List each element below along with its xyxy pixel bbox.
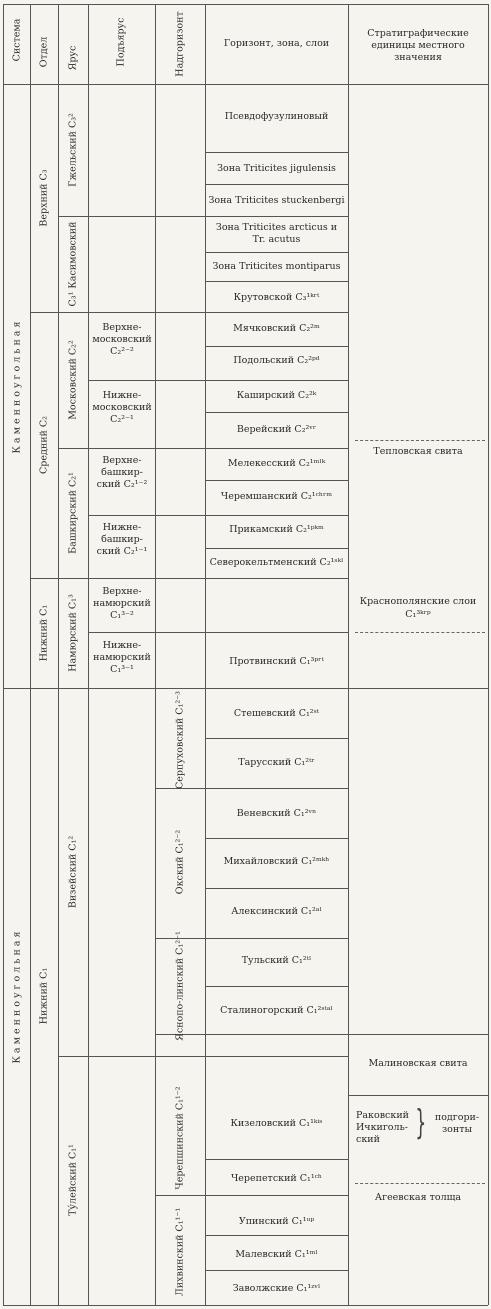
rule	[3, 84, 488, 85]
rule	[355, 440, 485, 441]
superhorizon-label: Окский C₁²⁻²	[174, 829, 186, 895]
horizon-label: Мелекесский C₂¹ᵐˡᵏ	[227, 458, 326, 469]
rule	[205, 346, 348, 347]
stage-label: Московский C₂²	[67, 340, 79, 420]
rule	[3, 1305, 488, 1306]
rule	[58, 1056, 348, 1057]
horizon-label: Мячковский C₂²ᵐ	[233, 323, 320, 334]
substage-label: Верхне-московский C₂²⁻²	[92, 322, 152, 357]
horizon-label: Михайловский C₁²ᵐᵏʰ	[223, 856, 330, 867]
stage-label: Ту́лейский C₁¹	[67, 1144, 79, 1216]
local-unit: Малиновская свита	[368, 1058, 468, 1069]
rule	[30, 312, 348, 313]
local-unit: C₁³ᵏʳᵖ	[405, 609, 431, 620]
horizon-label: Кизеловский C₁¹ᵏⁱˢ	[230, 1118, 323, 1129]
header-department: Отдел	[38, 36, 50, 68]
rule	[355, 632, 485, 633]
horizon-label: Упинский C₁¹ᵘᵖ	[238, 1216, 315, 1227]
rule	[30, 4, 31, 1305]
superhorizon-label: Лихвинский C₁¹⁻¹	[174, 1207, 186, 1297]
rule	[205, 548, 348, 549]
horizon-label: Черепетский C₁¹ᶜʰ	[230, 1173, 323, 1184]
substage-label: Верхне-намюрский C₁³⁻²	[93, 586, 151, 621]
local-unit: зонты	[441, 1124, 473, 1135]
department-label: Нижний C₁	[38, 967, 50, 1025]
horizon-label: Заволжские C₁¹ᶻᵛˡ	[232, 1283, 321, 1294]
rule	[88, 380, 348, 381]
horizon-label: Алексинский C₁²ᵃˡ	[231, 906, 322, 917]
rule	[205, 152, 348, 153]
rule	[3, 4, 488, 5]
rule	[205, 986, 348, 987]
rule	[58, 216, 348, 217]
horizon-label: Стешевский C₁²ˢᵗ	[233, 708, 320, 719]
rule	[348, 4, 349, 1305]
rule	[205, 184, 348, 185]
rule	[88, 4, 89, 1305]
system-label: Каменноугольная	[11, 928, 23, 1064]
rule	[488, 4, 489, 1305]
rule	[205, 738, 348, 739]
header-local: Стратиграфические единицы местного значения	[367, 28, 469, 63]
horizon-label: Зона Triticites arcticus и	[215, 222, 338, 233]
local-unit: Ичкиголь-	[356, 1122, 408, 1133]
stage-label: Башкирский C₂¹	[67, 472, 79, 554]
rule	[58, 4, 59, 1305]
substage-label: Верхне-башкир-ский C₂¹⁻²	[96, 455, 148, 490]
rule	[205, 281, 348, 282]
horizon-label: Протвинский C₁³ᵖʳᵗ	[229, 656, 324, 667]
rule	[3, 688, 488, 689]
horizon-label: Тарусский C₁²ᵗʳ	[238, 757, 315, 768]
stage-label: Гжельский C₃²	[67, 113, 79, 187]
department-label: Средний C₂	[38, 416, 50, 474]
horizon-label: Веневский C₁²ᵛⁿ	[236, 808, 317, 819]
superhorizon-label: Серпуховский C₁²⁻³	[174, 691, 186, 789]
local-unit: подгори-	[434, 1112, 480, 1123]
rule	[88, 632, 348, 633]
rule	[205, 1159, 348, 1160]
substage-label: Нижне-московский C₂²⁻¹	[92, 390, 152, 425]
department-label: Верхний C₃	[38, 169, 50, 227]
horizon-label: Сталиногорский C₁²ˢᵗᵃˡ	[220, 1005, 333, 1016]
local-unit: Краснополянские слои	[359, 596, 477, 607]
rule	[355, 1183, 485, 1184]
rule	[348, 1095, 488, 1096]
header-stage: Ярус	[67, 45, 79, 71]
horizon-label: Верейский C₂²ᵛʳ	[236, 424, 317, 435]
rule	[3, 4, 4, 1305]
rule	[58, 448, 348, 449]
substage-label: Нижне-башкир-ский C₂¹⁻¹	[96, 522, 148, 557]
rule	[205, 888, 348, 889]
rule	[155, 4, 156, 1305]
horizon-label: Tr. acutus	[252, 234, 301, 245]
header-substage: Подъярус	[115, 17, 127, 67]
rule	[88, 515, 348, 516]
superhorizon-label: Яснопо-линский C₁²⁻¹	[174, 931, 186, 1041]
horizon-label: Псевдофузулиновый	[224, 111, 329, 122]
substage-label: Нижне-намюрский C₁³⁻¹	[93, 640, 151, 675]
horizon-label: Тульский C₁²ᵗˡ	[241, 955, 312, 966]
rule	[155, 1195, 348, 1196]
department-label: Нижний C₁	[38, 604, 50, 662]
horizon-label: Подольский C₂²ᵖᵈ	[233, 355, 320, 366]
horizon-label: Каширский C₂²ᵏ	[236, 390, 317, 401]
rule	[205, 480, 348, 481]
header-system: Система	[11, 18, 23, 62]
rule	[205, 1270, 348, 1271]
rule	[205, 838, 348, 839]
rule	[205, 412, 348, 413]
superhorizon-label: Черепшинский C₁¹⁻²	[174, 1086, 186, 1190]
horizon-label: Малевский C₁¹ᵐˡ	[235, 1249, 318, 1260]
horizon-label: Крутовской C₃¹ᵏʳᵗ	[233, 292, 320, 303]
local-unit: Раковский	[356, 1110, 409, 1121]
stage-label: Визейский C₁²	[67, 835, 79, 909]
stage-label: Намюрский C₁³	[67, 594, 79, 672]
horizon-label: Зона Triticites jigulensis	[217, 163, 336, 174]
rule	[30, 578, 348, 579]
horizon-label: Зона Triticites montiparus	[212, 261, 341, 272]
horizon-label: Прикамский C₂¹ᵖᵏᵐ	[229, 524, 324, 535]
horizon-label: Черемшанский C₂¹ᶜʰʳᵐ	[220, 491, 333, 502]
horizon-label: Северокельтменский C₂¹ˢᵏˡ	[209, 557, 344, 568]
local-unit: Тепловская свита	[373, 446, 463, 457]
rule	[205, 252, 348, 253]
header-horizon: Горизонт, зона, слои	[223, 38, 330, 49]
local-unit: Агеевская толща	[374, 1192, 462, 1203]
brace-icon: }	[415, 1103, 427, 1143]
rule	[205, 1235, 348, 1236]
local-unit: ский	[356, 1134, 380, 1145]
stage-label: C₃¹ Касимовский	[67, 221, 79, 307]
rule	[348, 1034, 488, 1035]
horizon-label: Зона Triticites stuckenbergi	[208, 195, 345, 206]
header-superhorizon: Надгоризонт	[174, 11, 186, 77]
system-label: Каменноугольная	[11, 318, 23, 454]
